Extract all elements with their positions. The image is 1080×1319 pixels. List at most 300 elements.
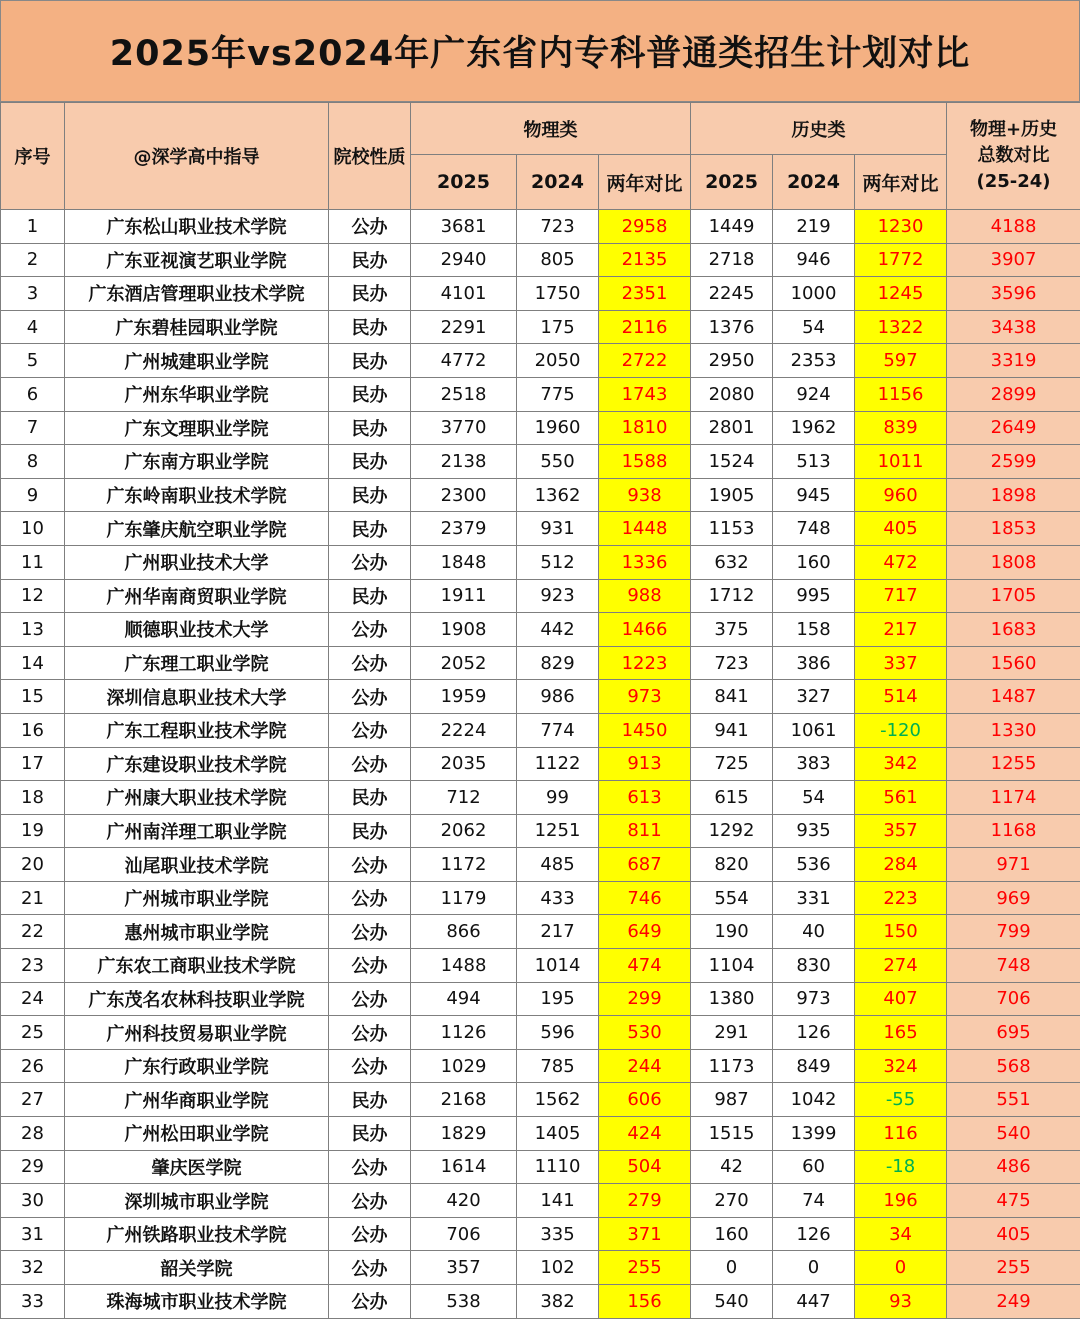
cell-history-diff: -120 (855, 713, 947, 747)
cell-seq: 29 (1, 1150, 65, 1184)
table-body (1, 210, 1080, 1319)
cell-physics-2024: 805 (517, 243, 599, 277)
cell-history-diff: 324 (855, 1049, 947, 1083)
cell-history-diff: 150 (855, 915, 947, 949)
cell-school-nature: 民办 (329, 445, 411, 479)
cell-seq: 22 (1, 915, 65, 949)
cell-school-nature: 公办 (329, 881, 411, 915)
cell-seq: 20 (1, 848, 65, 882)
cell-physics-2024: 485 (517, 848, 599, 882)
cell-history-2025: 2801 (691, 411, 773, 445)
cell-school-name: 广东肇庆航空职业学院 (65, 512, 329, 546)
cell-physics-diff: 938 (599, 478, 691, 512)
cell-history-2025: 632 (691, 545, 773, 579)
cell-seq: 1 (1, 210, 65, 244)
cell-physics-2025: 3770 (411, 411, 517, 445)
cell-history-diff: 1156 (855, 377, 947, 411)
cell-school-nature: 公办 (329, 1251, 411, 1285)
cell-history-2025: 554 (691, 881, 773, 915)
table-row (1, 579, 1080, 613)
cell-physics-diff: 1223 (599, 646, 691, 680)
table-row (1, 982, 1080, 1016)
cell-history-2025: 1524 (691, 445, 773, 479)
header-physics-compare: 两年对比 (599, 155, 691, 210)
header-total (947, 103, 1080, 210)
cell-seq: 31 (1, 1217, 65, 1251)
cell-history-2024: 331 (773, 881, 855, 915)
cell-physics-2025: 2518 (411, 377, 517, 411)
cell-school-nature: 民办 (329, 411, 411, 445)
cell-total-diff: 3596 (947, 277, 1080, 311)
cell-total-diff: 1705 (947, 579, 1080, 613)
cell-physics-2024: 931 (517, 512, 599, 546)
table-row (1, 646, 1080, 680)
cell-school-name: 广东松山职业技术学院 (65, 210, 329, 244)
cell-history-2025: 1905 (691, 478, 773, 512)
cell-history-2025: 2718 (691, 243, 773, 277)
cell-history-2025: 540 (691, 1285, 773, 1319)
cell-physics-2025: 2224 (411, 713, 517, 747)
cell-history-2025: 987 (691, 1083, 773, 1117)
cell-physics-2024: 923 (517, 579, 599, 613)
cell-total-diff: 1168 (947, 814, 1080, 848)
cell-physics-diff: 2958 (599, 210, 691, 244)
cell-physics-2025: 2300 (411, 478, 517, 512)
cell-history-2024: 126 (773, 1217, 855, 1251)
cell-physics-diff: 2351 (599, 277, 691, 311)
cell-school-nature: 公办 (329, 210, 411, 244)
cell-history-2024: 60 (773, 1150, 855, 1184)
cell-school-name: 广州铁路职业技术学院 (65, 1217, 329, 1251)
cell-physics-2025: 2035 (411, 747, 517, 781)
cell-school-nature: 公办 (329, 545, 411, 579)
cell-school-name: 广州松田职业学院 (65, 1117, 329, 1151)
cell-physics-diff: 988 (599, 579, 691, 613)
cell-physics-2024: 433 (517, 881, 599, 915)
cell-physics-diff: 649 (599, 915, 691, 949)
cell-physics-2024: 335 (517, 1217, 599, 1251)
cell-physics-diff: 474 (599, 949, 691, 983)
cell-physics-2025: 2052 (411, 646, 517, 680)
cell-physics-2024: 829 (517, 646, 599, 680)
cell-seq: 19 (1, 814, 65, 848)
cell-seq: 21 (1, 881, 65, 915)
cell-school-nature: 民办 (329, 478, 411, 512)
table-row (1, 814, 1080, 848)
cell-total-diff: 2649 (947, 411, 1080, 445)
cell-school-name: 广州职业技术大学 (65, 545, 329, 579)
cell-history-diff: 217 (855, 613, 947, 647)
cell-school-nature: 公办 (329, 982, 411, 1016)
cell-physics-2024: 175 (517, 310, 599, 344)
cell-history-2024: 995 (773, 579, 855, 613)
cell-physics-2024: 723 (517, 210, 599, 244)
cell-history-2024: 1399 (773, 1117, 855, 1151)
cell-school-name: 广东岭南职业技术学院 (65, 478, 329, 512)
table-row (1, 1217, 1080, 1251)
table-row (1, 243, 1080, 277)
header-physics-2024: 2024 (517, 155, 599, 210)
cell-history-2024: 748 (773, 512, 855, 546)
cell-history-2025: 0 (691, 1251, 773, 1285)
cell-physics-2024: 217 (517, 915, 599, 949)
cell-total-diff: 1330 (947, 713, 1080, 747)
cell-total-diff: 799 (947, 915, 1080, 949)
cell-physics-2025: 706 (411, 1217, 517, 1251)
cell-school-name: 广州城市职业学院 (65, 881, 329, 915)
cell-total-diff: 3438 (947, 310, 1080, 344)
cell-total-diff: 568 (947, 1049, 1080, 1083)
cell-history-2025: 841 (691, 680, 773, 714)
table-row (1, 915, 1080, 949)
cell-school-name: 深圳信息职业技术大学 (65, 680, 329, 714)
cell-seq: 11 (1, 545, 65, 579)
header-total-line2: 总数对比 (977, 145, 1050, 166)
cell-school-name: 惠州城市职业学院 (65, 915, 329, 949)
cell-school-nature: 公办 (329, 1184, 411, 1218)
cell-school-name: 广东南方职业学院 (65, 445, 329, 479)
cell-history-2024: 830 (773, 949, 855, 983)
cell-seq: 5 (1, 344, 65, 378)
cell-seq: 30 (1, 1184, 65, 1218)
table-row (1, 1150, 1080, 1184)
cell-history-2024: 1000 (773, 277, 855, 311)
table-row (1, 277, 1080, 311)
cell-physics-2025: 1911 (411, 579, 517, 613)
enrollment-table (0, 102, 1080, 1319)
cell-total-diff: 1808 (947, 545, 1080, 579)
cell-history-diff: 337 (855, 646, 947, 680)
cell-physics-2025: 357 (411, 1251, 517, 1285)
cell-school-name: 珠海城市职业技术学院 (65, 1285, 329, 1319)
cell-physics-2024: 195 (517, 982, 599, 1016)
cell-school-nature: 民办 (329, 512, 411, 546)
cell-school-name: 广东建设职业技术学院 (65, 747, 329, 781)
cell-physics-2025: 4772 (411, 344, 517, 378)
cell-seq: 12 (1, 579, 65, 613)
cell-physics-2024: 141 (517, 1184, 599, 1218)
cell-seq: 10 (1, 512, 65, 546)
header-history: 历史类 (691, 103, 947, 155)
cell-physics-diff: 1448 (599, 512, 691, 546)
cell-history-2024: 1042 (773, 1083, 855, 1117)
cell-physics-diff: 504 (599, 1150, 691, 1184)
table-row (1, 781, 1080, 815)
cell-history-2024: 126 (773, 1016, 855, 1050)
header-history-compare: 两年对比 (855, 155, 947, 210)
cell-school-name: 广州康大职业技术学院 (65, 781, 329, 815)
cell-history-diff: 342 (855, 747, 947, 781)
cell-physics-diff: 1588 (599, 445, 691, 479)
header-total-line3: (25-24) (976, 171, 1051, 192)
cell-total-diff: 3319 (947, 344, 1080, 378)
cell-history-2025: 190 (691, 915, 773, 949)
table-row (1, 1049, 1080, 1083)
cell-seq: 15 (1, 680, 65, 714)
cell-school-name: 广东碧桂园职业学院 (65, 310, 329, 344)
cell-school-name: 广州华商职业学院 (65, 1083, 329, 1117)
cell-physics-2024: 986 (517, 680, 599, 714)
cell-physics-2024: 1362 (517, 478, 599, 512)
table-row (1, 848, 1080, 882)
cell-history-diff: 1011 (855, 445, 947, 479)
cell-history-diff: 357 (855, 814, 947, 848)
cell-physics-2024: 596 (517, 1016, 599, 1050)
cell-history-diff: 0 (855, 1251, 947, 1285)
cell-history-2024: 946 (773, 243, 855, 277)
header-physics-2025: 2025 (411, 155, 517, 210)
cell-physics-diff: 2722 (599, 344, 691, 378)
cell-seq: 24 (1, 982, 65, 1016)
cell-physics-2024: 382 (517, 1285, 599, 1319)
cell-physics-2024: 442 (517, 613, 599, 647)
cell-history-2025: 1104 (691, 949, 773, 983)
cell-physics-2025: 1179 (411, 881, 517, 915)
cell-history-2024: 1061 (773, 713, 855, 747)
cell-history-2024: 54 (773, 781, 855, 815)
cell-history-2024: 40 (773, 915, 855, 949)
cell-total-diff: 1683 (947, 613, 1080, 647)
cell-physics-2025: 1848 (411, 545, 517, 579)
cell-physics-diff: 2116 (599, 310, 691, 344)
cell-school-nature: 民办 (329, 781, 411, 815)
cell-physics-2024: 785 (517, 1049, 599, 1083)
cell-physics-2025: 1029 (411, 1049, 517, 1083)
cell-seq: 6 (1, 377, 65, 411)
page-title: 2025年vs2024年广东省内专科普通类招生计划对比 (109, 34, 971, 74)
cell-physics-diff: 279 (599, 1184, 691, 1218)
cell-school-nature: 公办 (329, 848, 411, 882)
cell-total-diff: 3907 (947, 243, 1080, 277)
cell-total-diff: 1487 (947, 680, 1080, 714)
cell-seq: 13 (1, 613, 65, 647)
cell-physics-2024: 774 (517, 713, 599, 747)
cell-seq: 28 (1, 1117, 65, 1151)
table-row (1, 613, 1080, 647)
cell-school-nature: 公办 (329, 713, 411, 747)
header-seq: 序号 (1, 103, 65, 210)
cell-physics-2025: 2379 (411, 512, 517, 546)
table-row (1, 949, 1080, 983)
header-physics: 物理类 (411, 103, 691, 155)
cell-school-nature: 公办 (329, 915, 411, 949)
cell-history-2024: 536 (773, 848, 855, 882)
table-row (1, 344, 1080, 378)
table-row (1, 1016, 1080, 1050)
cell-school-nature: 民办 (329, 1083, 411, 1117)
cell-history-diff: 274 (855, 949, 947, 983)
cell-total-diff: 1174 (947, 781, 1080, 815)
table-row (1, 1117, 1080, 1151)
table-row (1, 545, 1080, 579)
cell-total-diff: 486 (947, 1150, 1080, 1184)
cell-school-nature: 民办 (329, 579, 411, 613)
cell-history-diff: -55 (855, 1083, 947, 1117)
cell-history-diff: 1322 (855, 310, 947, 344)
table-row (1, 747, 1080, 781)
cell-total-diff: 4188 (947, 210, 1080, 244)
cell-history-2025: 42 (691, 1150, 773, 1184)
cell-physics-diff: 2135 (599, 243, 691, 277)
cell-total-diff: 255 (947, 1251, 1080, 1285)
cell-history-2025: 615 (691, 781, 773, 815)
cell-physics-diff: 244 (599, 1049, 691, 1083)
cell-history-2025: 160 (691, 1217, 773, 1251)
cell-total-diff: 1853 (947, 512, 1080, 546)
cell-seq: 26 (1, 1049, 65, 1083)
cell-physics-2025: 2138 (411, 445, 517, 479)
cell-physics-2024: 512 (517, 545, 599, 579)
cell-physics-2024: 1251 (517, 814, 599, 848)
cell-physics-2025: 494 (411, 982, 517, 1016)
cell-school-name: 广东文理职业学院 (65, 411, 329, 445)
cell-school-name: 广东工程职业技术学院 (65, 713, 329, 747)
cell-seq: 4 (1, 310, 65, 344)
cell-total-diff: 2599 (947, 445, 1080, 479)
cell-history-diff: 93 (855, 1285, 947, 1319)
cell-history-2025: 1173 (691, 1049, 773, 1083)
cell-school-nature: 公办 (329, 1150, 411, 1184)
cell-school-nature: 公办 (329, 1016, 411, 1050)
cell-total-diff: 540 (947, 1117, 1080, 1151)
cell-history-2025: 723 (691, 646, 773, 680)
cell-total-diff: 706 (947, 982, 1080, 1016)
cell-physics-2025: 420 (411, 1184, 517, 1218)
cell-history-diff: -18 (855, 1150, 947, 1184)
cell-history-2024: 54 (773, 310, 855, 344)
header-school: @深学高中指导 (65, 103, 329, 210)
cell-history-diff: 472 (855, 545, 947, 579)
cell-school-name: 顺德职业技术大学 (65, 613, 329, 647)
cell-seq: 7 (1, 411, 65, 445)
cell-physics-diff: 255 (599, 1251, 691, 1285)
cell-history-2025: 270 (691, 1184, 773, 1218)
cell-total-diff: 405 (947, 1217, 1080, 1251)
cell-total-diff: 2899 (947, 377, 1080, 411)
table-row (1, 377, 1080, 411)
cell-history-2025: 375 (691, 613, 773, 647)
cell-school-name: 广东理工职业学院 (65, 646, 329, 680)
cell-physics-2025: 2168 (411, 1083, 517, 1117)
cell-school-nature: 公办 (329, 613, 411, 647)
header-history-2024: 2024 (773, 155, 855, 210)
cell-physics-2024: 102 (517, 1251, 599, 1285)
cell-physics-2025: 866 (411, 915, 517, 949)
table-row (1, 411, 1080, 445)
cell-history-diff: 561 (855, 781, 947, 815)
cell-school-nature: 民办 (329, 243, 411, 277)
cell-history-2025: 1376 (691, 310, 773, 344)
cell-school-name: 广州城建职业学院 (65, 344, 329, 378)
cell-school-nature: 民办 (329, 1117, 411, 1151)
cell-physics-2024: 1110 (517, 1150, 599, 1184)
cell-history-diff: 839 (855, 411, 947, 445)
cell-history-2025: 2080 (691, 377, 773, 411)
cell-school-nature: 民办 (329, 344, 411, 378)
cell-history-2024: 74 (773, 1184, 855, 1218)
cell-physics-2025: 712 (411, 781, 517, 815)
cell-school-name: 汕尾职业技术学院 (65, 848, 329, 882)
cell-school-name: 深圳城市职业学院 (65, 1184, 329, 1218)
table-row (1, 1083, 1080, 1117)
cell-school-nature: 民办 (329, 277, 411, 311)
cell-school-nature: 公办 (329, 1049, 411, 1083)
cell-physics-diff: 530 (599, 1016, 691, 1050)
cell-history-2024: 1962 (773, 411, 855, 445)
cell-history-2024: 447 (773, 1285, 855, 1319)
cell-school-name: 肇庆医学院 (65, 1150, 329, 1184)
cell-history-diff: 1230 (855, 210, 947, 244)
cell-physics-diff: 1450 (599, 713, 691, 747)
cell-school-name: 广州南洋理工职业学院 (65, 814, 329, 848)
cell-physics-diff: 156 (599, 1285, 691, 1319)
cell-school-nature: 民办 (329, 310, 411, 344)
cell-seq: 14 (1, 646, 65, 680)
cell-history-diff: 597 (855, 344, 947, 378)
cell-school-name: 广东亚视演艺职业学院 (65, 243, 329, 277)
cell-physics-diff: 1336 (599, 545, 691, 579)
cell-history-2025: 820 (691, 848, 773, 882)
cell-seq: 18 (1, 781, 65, 815)
cell-physics-2025: 1829 (411, 1117, 517, 1151)
cell-physics-2024: 1014 (517, 949, 599, 983)
table-row (1, 512, 1080, 546)
cell-physics-2025: 538 (411, 1285, 517, 1319)
cell-school-name: 广州东华职业学院 (65, 377, 329, 411)
cell-seq: 23 (1, 949, 65, 983)
cell-history-diff: 196 (855, 1184, 947, 1218)
cell-physics-diff: 1810 (599, 411, 691, 445)
cell-history-diff: 1772 (855, 243, 947, 277)
cell-seq: 27 (1, 1083, 65, 1117)
cell-physics-diff: 424 (599, 1117, 691, 1151)
cell-physics-diff: 1466 (599, 613, 691, 647)
cell-history-2024: 849 (773, 1049, 855, 1083)
table-row (1, 1251, 1080, 1285)
cell-school-name: 广东茂名农林科技职业学院 (65, 982, 329, 1016)
cell-history-2025: 291 (691, 1016, 773, 1050)
cell-physics-2025: 1614 (411, 1150, 517, 1184)
cell-physics-2024: 1122 (517, 747, 599, 781)
cell-total-diff: 551 (947, 1083, 1080, 1117)
cell-physics-2025: 2062 (411, 814, 517, 848)
cell-history-2024: 973 (773, 982, 855, 1016)
cell-total-diff: 1898 (947, 478, 1080, 512)
cell-history-2024: 924 (773, 377, 855, 411)
cell-physics-2025: 1172 (411, 848, 517, 882)
cell-physics-diff: 913 (599, 747, 691, 781)
cell-history-diff: 717 (855, 579, 947, 613)
table-row (1, 881, 1080, 915)
cell-physics-2025: 1959 (411, 680, 517, 714)
cell-seq: 33 (1, 1285, 65, 1319)
cell-seq: 3 (1, 277, 65, 311)
cell-physics-diff: 613 (599, 781, 691, 815)
table-row (1, 310, 1080, 344)
cell-seq: 16 (1, 713, 65, 747)
cell-history-diff: 223 (855, 881, 947, 915)
table-row (1, 478, 1080, 512)
cell-history-2025: 2950 (691, 344, 773, 378)
cell-physics-diff: 371 (599, 1217, 691, 1251)
cell-seq: 17 (1, 747, 65, 781)
cell-seq: 32 (1, 1251, 65, 1285)
table-row (1, 210, 1080, 244)
cell-history-2025: 1449 (691, 210, 773, 244)
cell-history-2024: 327 (773, 680, 855, 714)
cell-school-name: 广州华南商贸职业学院 (65, 579, 329, 613)
cell-history-diff: 34 (855, 1217, 947, 1251)
